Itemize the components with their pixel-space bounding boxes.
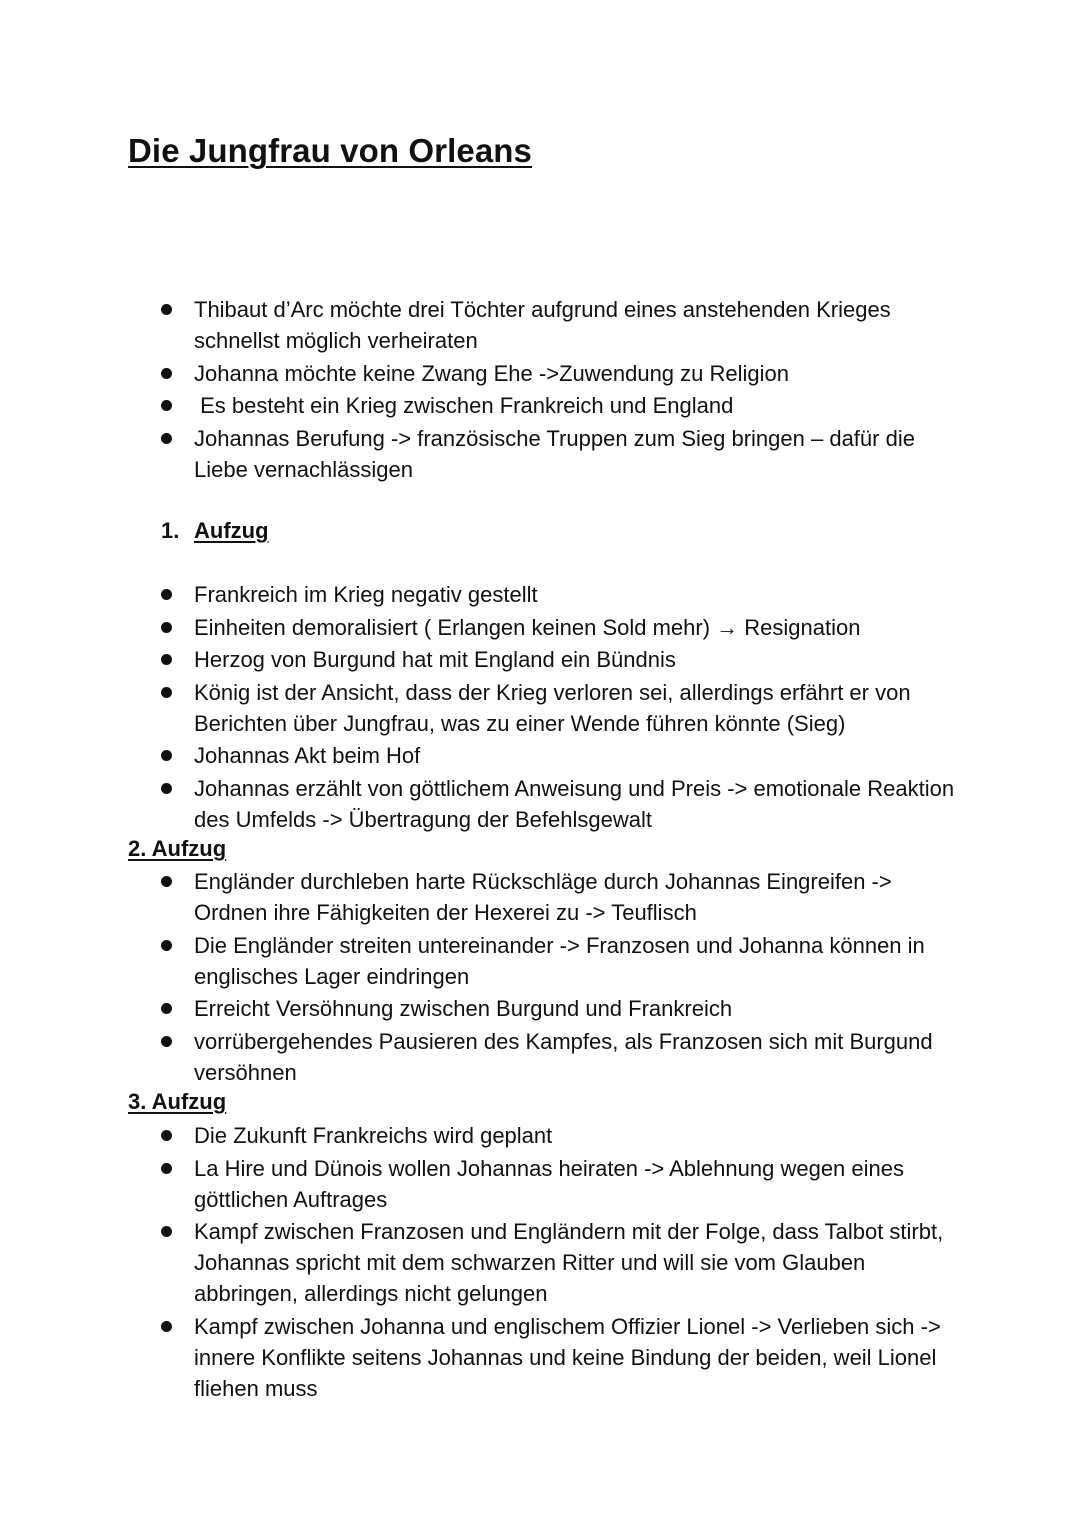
- act2-heading: 2. Aufzug: [128, 836, 227, 861]
- bullet-icon: [161, 400, 172, 411]
- list-item: [0, 423, 1080, 485]
- list-item-text: Johannas Akt beim Hof: [194, 743, 421, 768]
- list-item-text: Kampf zwischen Franzosen und Engländern mit der Folge, dass Talbot stirbt, Johannas spricht mit dem schwarzen Ritter und will sie vom Glauben abbringen, allerdings nicht gelungen: [194, 1219, 944, 1306]
- act1-heading-label: Aufzug: [194, 518, 269, 543]
- bullet-icon: [161, 783, 172, 794]
- list-item-text: Einheiten demoralisiert ( Erlangen keinen Sold mehr) → Resignation: [194, 614, 861, 640]
- list-item: [0, 1153, 1080, 1215]
- bullet-icon: [161, 1321, 172, 1332]
- list-item: [0, 579, 1080, 610]
- bullet-icon: [161, 1226, 172, 1237]
- list-item: [0, 358, 1080, 389]
- list-item-text: La Hire und Dünois wollen Johannas heiraten -> Ablehnung wegen eines göttlichen Auftrages: [194, 1155, 904, 1212]
- list-item-text: Es besteht ein Krieg zwischen Frankreich und England: [194, 393, 734, 418]
- list-item: [0, 677, 1080, 739]
- page-title: Die Jungfrau von Orleans: [128, 132, 532, 169]
- list-item: [0, 644, 1080, 675]
- bullet-icon: [161, 433, 172, 444]
- bullet-icon: [161, 940, 172, 951]
- bullet-icon: [161, 1130, 172, 1141]
- list-item-text: König ist der Ansicht, dass der Krieg verloren sei, allerdings erfährt er von Berichten über Jungfrau, was zu einer Wende führen könnte (Sieg): [194, 679, 911, 736]
- list-item-text: Herzog von Burgund hat mit England ein Bündnis: [194, 647, 676, 672]
- list-item-text: Erreicht Versöhnung zwischen Burgund und Frankreich: [194, 996, 733, 1021]
- list-item: [0, 930, 1080, 992]
- list-item: [0, 390, 1080, 421]
- bullet-icon: [161, 368, 172, 379]
- bullet-icon: [161, 622, 172, 633]
- act1-list: [0, 579, 1080, 835]
- act1-section: [0, 579, 1080, 836]
- bullet-icon: [161, 1003, 172, 1014]
- list-item-text: Frankreich im Krieg negativ gestellt: [194, 582, 538, 607]
- list-item-text: Engländer durchleben harte Rückschläge durch Johannas Eingreifen -> Ordnen ihre Fähigkeiten der Hexerei zu -> Teuflisch: [194, 869, 892, 925]
- list-item: [0, 740, 1080, 771]
- list-item: [0, 993, 1080, 1024]
- list-item: [0, 773, 1080, 835]
- list-item: [0, 1216, 1080, 1309]
- act3-section: [0, 1120, 1080, 1405]
- list-item: [0, 1120, 1080, 1151]
- bullet-icon: [161, 654, 172, 665]
- list-item: [0, 866, 1080, 928]
- bullet-icon: [161, 1163, 172, 1174]
- bullet-icon: [161, 876, 172, 887]
- list-item: [0, 1311, 1080, 1404]
- act1-heading: [161, 516, 269, 546]
- bullet-icon: [161, 750, 172, 761]
- list-item-text: vorrübergehendes Pausieren des Kampfes, als Franzosen sich mit Burgund versöhnen: [194, 1028, 933, 1085]
- bullet-icon: [161, 687, 172, 698]
- act2-list: [0, 866, 1080, 1088]
- act3-heading: 3. Aufzug: [128, 1089, 227, 1114]
- bullet-icon: [161, 1036, 172, 1047]
- list-item: [0, 294, 1080, 356]
- list-item-text: Thibaut d’Arc möchte drei Töchter aufgrund eines anstehenden Krieges schnellst möglich verheiraten: [194, 297, 891, 353]
- bullet-icon: [161, 589, 172, 600]
- list-item-text: Kampf zwischen Johanna und englischem Offizier Lionel -> Verlieben sich -> innere Konflikte seitens Johannas und keine Bindung der beiden, weil Lionel fliehen muss: [194, 1313, 941, 1401]
- act3-list: [0, 1120, 1080, 1404]
- list-item: [0, 612, 1080, 643]
- intro-list: [0, 294, 1080, 485]
- bullet-icon: [161, 304, 172, 315]
- list-item-text: Johannas erzählt von göttlichem Anweisung und Preis -> emotionale Reaktion des Umfelds -> Übertragung der Befehlsgewalt: [194, 775, 955, 832]
- list-item-text: Johannas Berufung -> französische Truppen zum Sieg bringen – dafür die Liebe vernachlässigen: [194, 425, 915, 482]
- list-item: [0, 1026, 1080, 1088]
- list-item-text: Die Engländer streiten untereinander -> Franzosen und Johanna können in englisches Lager eindringen: [194, 932, 925, 989]
- list-item-text: Johanna möchte keine Zwang Ehe ->Zuwendung zu Religion: [194, 360, 789, 386]
- list-item-text: Die Zukunft Frankreichs wird geplant: [194, 1123, 553, 1148]
- intro-section: [0, 294, 1080, 486]
- act2-section: [0, 866, 1080, 1089]
- act1-heading-number: 1.: [161, 518, 180, 543]
